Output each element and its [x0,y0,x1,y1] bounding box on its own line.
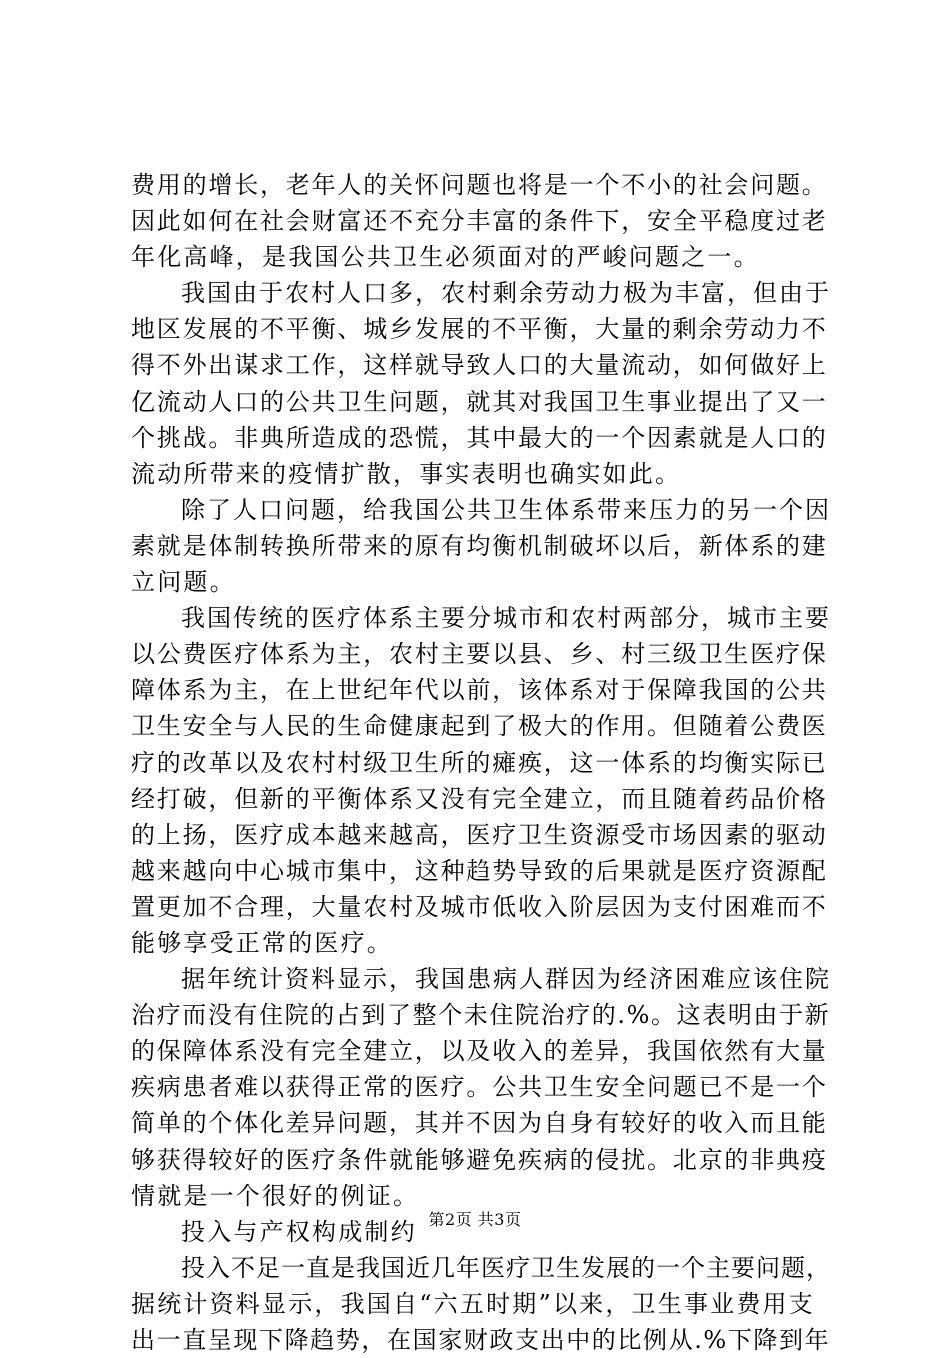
text-line: 治疗而没有住院的占到了整个未住院治疗的.%。这表明由于新 [131,1001,831,1030]
body-text [131,167,831,1358]
text-line: 够获得较好的医疗条件就能够避免疾病的侵扰。北京的非典疫 [131,1145,828,1174]
text-line: 障体系为主，在上世纪年代以前，该体系对于保障我国的公共 [131,676,828,705]
text-line: 简单的个体化差异问题，其并不因为自身有较好的收入而且能 [131,1109,828,1138]
text-line: 得不外出谋求工作，这样就导致人口的大量流动，如何做好上 [131,351,828,380]
text-line: 流动所带来的疫情扩散，事实表明也确实如此。 [131,459,682,488]
text-line: 出一直呈现下降趋势，在国家财政支出中的比例从.%下降到年 [131,1326,831,1354]
text-line: 因此如何在社会财富还不充分丰富的条件下，安全平稳度过老 [131,207,828,236]
text-line: 的上扬，医疗成本越来越高，医疗卫生资源受市场因素的驱动 [131,820,828,849]
text-line: 经打破，但新的平衡体系又没有完全建立，而且随着药品价格 [131,784,828,813]
text-line: 的保障体系没有完全建立，以及收入的差异，我国依然有大量 [131,1037,828,1066]
text-line: 以公费医疗体系为主，农村主要以县、乡、村三级卫生医疗保 [131,640,828,669]
text-line: 置更加不合理，大量农村及城市低收入阶层因为支付困难而不 [131,892,828,921]
text-line: 我国传统的医疗体系主要分城市和农村两部分，城市主要 [181,604,831,633]
text-line: 个挑战。非典所造成的恐慌，其中最大的一个因素就是人口的 [131,423,828,452]
text-line: 地区发展的不平衡、城乡发展的不平衡，大量的剩余劳动力不 [131,315,828,344]
text-line: 费用的增长，老年人的关怀问题也将是一个不小的社会问题。 [131,171,828,199]
text-line: 情就是一个很好的例证。 [131,1181,420,1210]
text-line: 疗的改革以及农村村级卫生所的瘫痪，这一体系的均衡实际已 [131,748,828,777]
text-line: 据年统计资料显示，我国患病人群因为经济困难应该住院 [181,965,831,994]
text-line: 投入与产权构成制约 [181,1217,417,1246]
text-line: 据统计资料显示，我国自“六五时期”以来，卫生事业费用支 [131,1289,815,1318]
text-line: 除了人口问题，给我国公共卫生体系带来压力的另一个因 [181,495,831,524]
text-line: 素就是体制转换所带来的原有均衡机制破坏以后，新体系的建 [131,531,828,560]
text-line: 卫生安全与人民的生命健康起到了极大的作用。但随着公费医 [131,712,828,741]
text-line: 越来越向中心城市集中，这种趋势导致的后果就是医疗资源配 [131,856,828,885]
text-line: 投入不足一直是我国近几年医疗卫生发展的一个主要问题， [181,1253,831,1282]
text-line: 亿流动人口的公共卫生问题，就其对我国卫生事业提出了又一 [131,387,828,416]
text-line: 我国由于农村人口多，农村剩余劳动力极为丰富，但由于 [181,279,831,308]
page-footer: 第2页 共3页 [428,1210,522,1229]
text-line: 立问题。 [131,568,236,597]
text-line: 疾病患者难以获得正常的医疗。公共卫生安全问题已不是一个 [131,1073,828,1102]
text-line: 能够享受正常的医疗。 [131,928,393,957]
text-line: 年化高峰，是我国公共卫生必须面对的严峻问题之一。 [131,243,760,272]
